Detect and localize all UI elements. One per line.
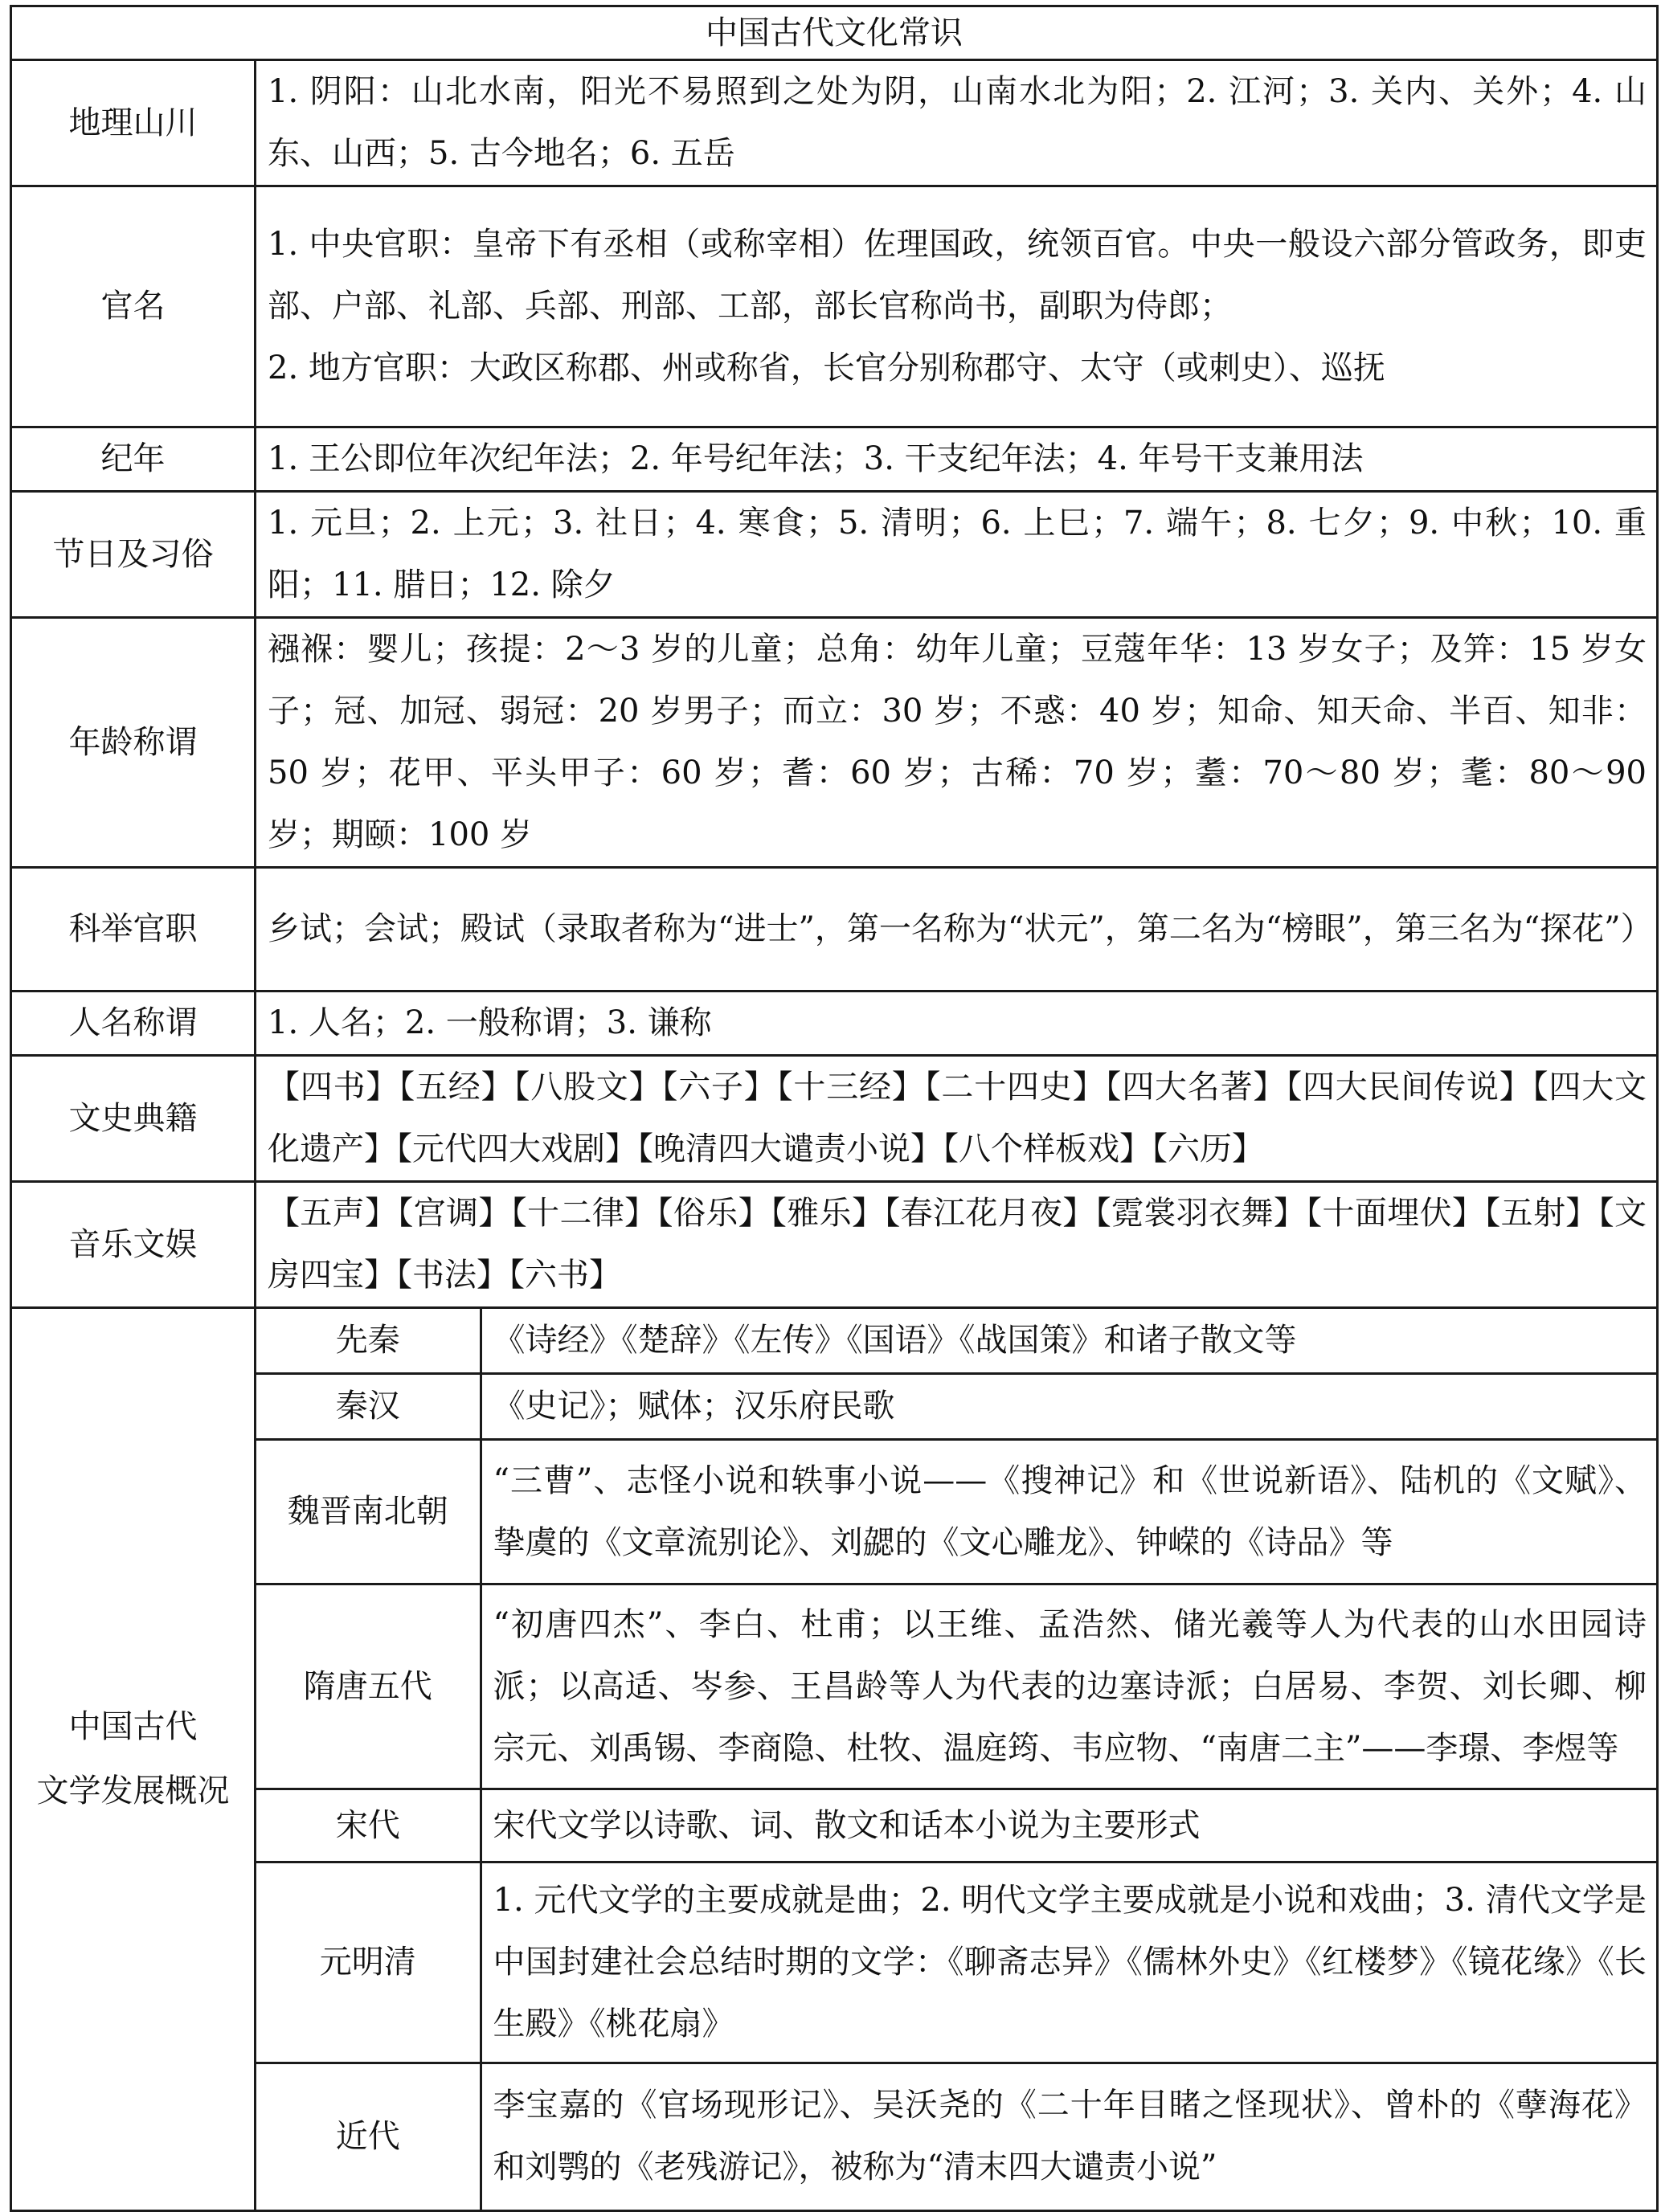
row-content: 1. 元旦；2. 上元；3. 社日；4. 寒食；5. 清明；6. 上巳；7. 端午；8. 七夕；9. 中秋；10. 重阳；11. 腊日；12. 除夕 — [256, 492, 1658, 618]
culture-knowledge-sheet — [10, 5, 1659, 2186]
row-label: 人名称谓 — [11, 992, 256, 1056]
era-description: “初唐四杰”、李白、杜甫；以王维、孟浩然、储光羲等人为代表的山水田园诗派；以高适、岑参、王昌龄等人为代表的边塞诗派；白居易、李贺、刘长卿、柳宗元、刘禹锡、李商隐、杜牧、温庭筠、韦应物、“南唐二主”——李璟、李煜等 — [481, 1584, 1656, 1789]
row-content-line: 2. 地方官职：大政区称郡、州或称省，长官分别称郡守、太守（或刺史）、巡抚 — [268, 350, 1385, 386]
culture-table — [10, 5, 1659, 2212]
table-row — [11, 492, 1658, 618]
row-content — [256, 186, 1658, 427]
row-label: 音乐文娱 — [11, 1182, 256, 1308]
literature-label-line: 文学发展概况 — [36, 1772, 230, 1810]
literature-row — [11, 1308, 1658, 2211]
era-name: 元明清 — [256, 1862, 481, 2063]
table-row — [11, 1056, 1658, 1182]
row-label: 纪年 — [11, 427, 256, 492]
era-row — [256, 1862, 1656, 2063]
row-content: 乡试；会试；殿试（录取者称为“进士”，第一名称为“状元”，第二名为“榜眼”，第三名为“探花”） — [256, 868, 1658, 992]
era-name: 先秦 — [256, 1309, 481, 1374]
era-row — [256, 1440, 1656, 1584]
row-content: 襁褓：婴儿；孩提：2～3 岁的儿童；总角：幼年儿童；豆蔻年华：13 岁女子；及笄：15 岁女子；冠、加冠、弱冠：20 岁男子；而立：30 岁；不惑：40 岁；知命、知天命、半百、知非：50 岁；花甲、平头甲子：60 岁；耆：60 岁；古稀：70 岁；耋：70～80 岁；耄：80～90 岁；期颐：100 岁 — [256, 618, 1658, 868]
row-content: 1. 王公即位年次纪年法；2. 年号纪年法；3. 干支纪年法；4. 年号干支兼用法 — [256, 427, 1658, 492]
literature-label-line: 中国古代 — [68, 1708, 198, 1746]
table-row — [11, 427, 1658, 492]
row-label: 科举官职 — [11, 868, 256, 992]
era-row — [256, 2063, 1656, 2210]
era-description: 《史记》；赋体；汉乐府民歌 — [481, 1374, 1656, 1440]
era-description: 1. 元代文学的主要成就是曲；2. 明代文学主要成就是小说和戏曲；3. 清代文学是中国封建社会总结时期的文学：《聊斋志异》《儒林外史》《红楼梦》《镜花缘》《长生殿》《桃花扇》 — [481, 1862, 1656, 2063]
era-name: 魏晋南北朝 — [256, 1440, 481, 1584]
era-row — [256, 1789, 1656, 1862]
table-row — [11, 618, 1658, 868]
table-title: 中国古代文化常识 — [11, 6, 1658, 60]
table-row — [11, 868, 1658, 992]
literature-label — [11, 1308, 256, 2211]
era-description: “三曹”、志怪小说和轶事小说——《搜神记》和《世说新语》、陆机的《文赋》、挚虞的《文章流别论》、刘勰的《文心雕龙》、钟嵘的《诗品》等 — [481, 1440, 1656, 1584]
table-row — [11, 1182, 1658, 1308]
era-description: 《诗经》《楚辞》《左传》《国语》《战国策》和诸子散文等 — [481, 1309, 1656, 1374]
era-description: 李宝嘉的《官场现形记》、吴沃尧的《二十年目睹之怪现状》、曾朴的《孽海花》和刘鹗的《老残游记》，被称为“清末四大谴责小说” — [481, 2063, 1656, 2210]
row-label: 文史典籍 — [11, 1056, 256, 1182]
row-label: 节日及习俗 — [11, 492, 256, 618]
era-name: 近代 — [256, 2063, 481, 2210]
row-content-line: 1. 中央官职：皇帝下有丞相（或称宰相）佐理国政，统领百官。中央一般设六部分管政务，即吏部、户部、礼部、兵部、刑部、工部，部长官称尚书，副职为侍郎； — [268, 226, 1647, 325]
era-row — [256, 1374, 1656, 1440]
era-description: 宋代文学以诗歌、词、散文和话本小说为主要形式 — [481, 1789, 1656, 1862]
table-row — [11, 186, 1658, 427]
row-content: 【四书】【五经】【八股文】【六子】【十三经】【二十四史】【四大名著】【四大民间传说】【四大文化遗产】【元代四大戏剧】【晚清四大谴责小说】【八个样板戏】【六历】 — [256, 1056, 1658, 1182]
row-content: 1. 人名；2. 一般称谓；3. 谦称 — [256, 992, 1658, 1056]
row-label: 地理山川 — [11, 60, 256, 186]
literature-eras-table — [256, 1309, 1656, 2210]
table-row — [11, 60, 1658, 186]
row-label: 官名 — [11, 186, 256, 427]
table-title-row — [11, 6, 1658, 60]
row-content: 1. 阴阳：山北水南，阳光不易照到之处为阴，山南水北为阳；2. 江河；3. 关内、关外；4. 山东、山西；5. 古今地名；6. 五岳 — [256, 60, 1658, 186]
era-row — [256, 1309, 1656, 1374]
row-label: 年龄称谓 — [11, 618, 256, 868]
era-name: 隋唐五代 — [256, 1584, 481, 1789]
literature-eras-cell — [256, 1308, 1658, 2211]
table-row — [11, 992, 1658, 1056]
row-content: 【五声】【宫调】【十二律】【俗乐】【雅乐】【春江花月夜】【霓裳羽衣舞】【十面埋伏】【五射】【文房四宝】【书法】【六书】 — [256, 1182, 1658, 1308]
era-row — [256, 1584, 1656, 1789]
era-name: 秦汉 — [256, 1374, 481, 1440]
era-name: 宋代 — [256, 1789, 481, 1862]
